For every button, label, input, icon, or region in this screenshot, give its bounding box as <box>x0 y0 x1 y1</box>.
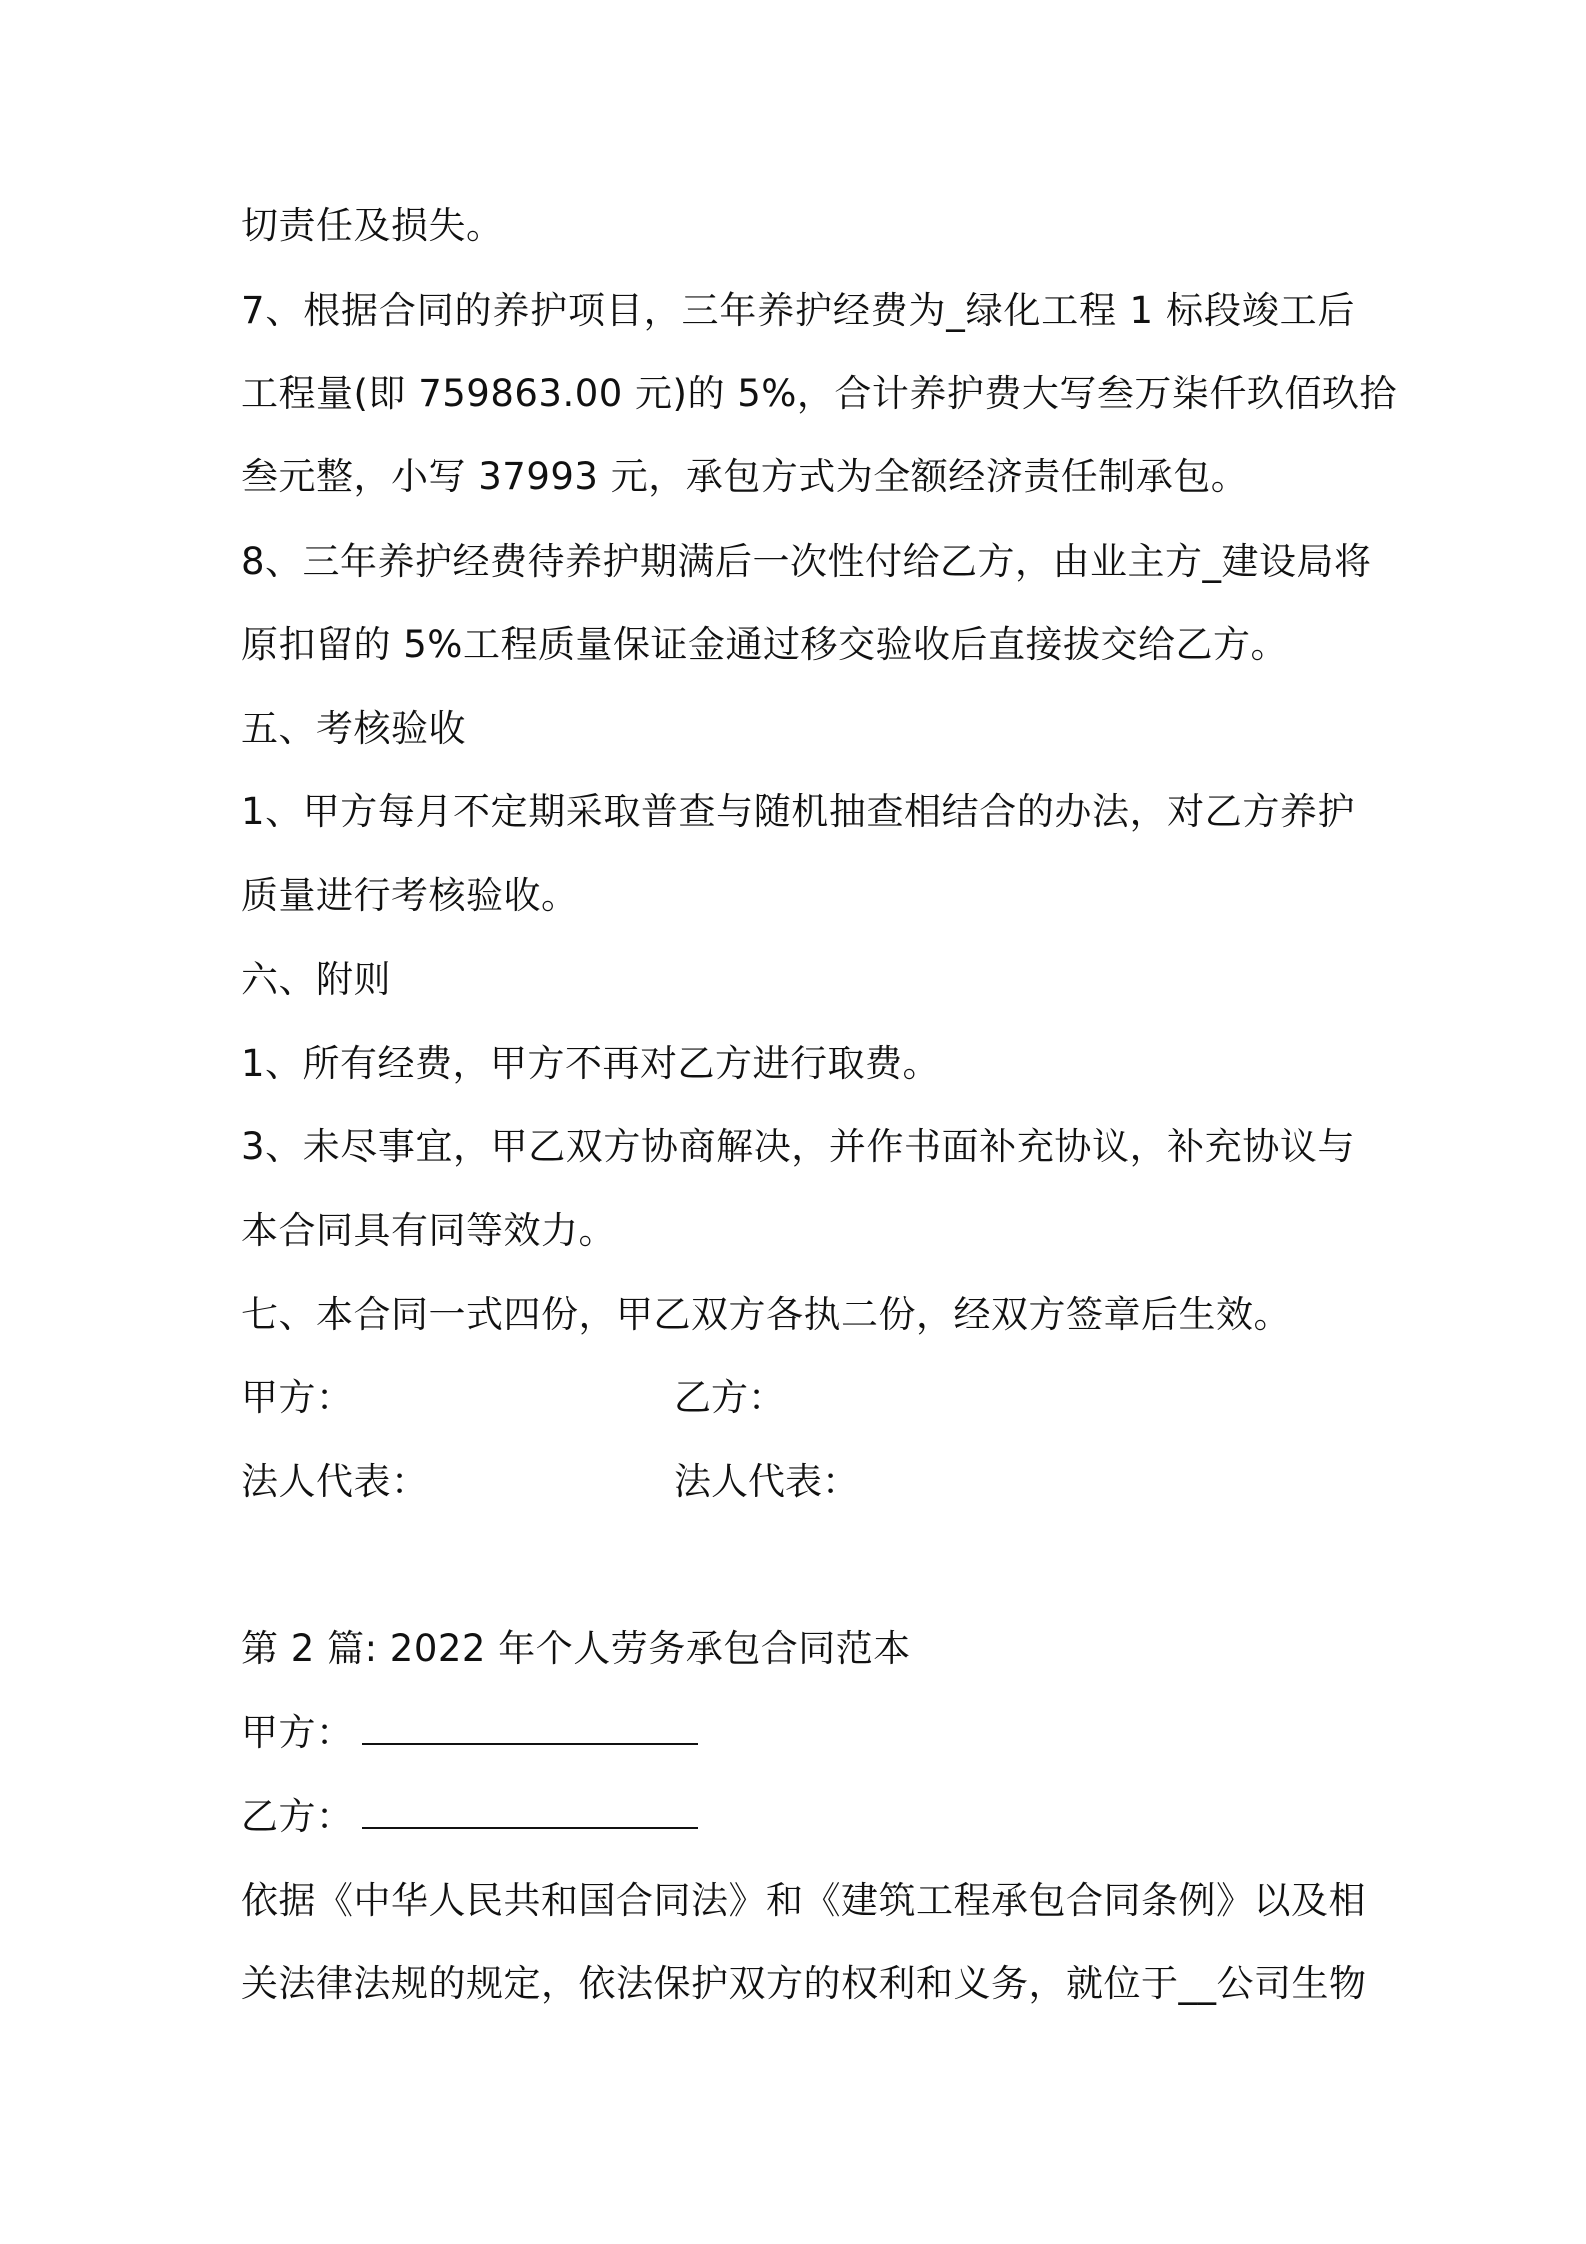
section-heading: 六、附则 <box>241 958 391 1001</box>
text-line: 原扣留的 5%工程质量保证金通过移交验收后直接拔交给乙方。 <box>241 623 1288 666</box>
second-party-a-line <box>241 1709 698 1757</box>
text-line: 7、根据合同的养护项目，三年养护经费为_绿化工程 1 标段竣工后 <box>241 289 1355 332</box>
text-line: 质量进行考核验收。 <box>241 874 579 917</box>
party-a-blank <box>362 1709 698 1745</box>
text-line: 1、所有经费，甲方不再对乙方进行取费。 <box>241 1042 941 1085</box>
text-line: 本合同具有同等效力。 <box>241 1209 616 1252</box>
party-a-label: 甲方： <box>241 1376 354 1419</box>
text-line: 8、三年养护经费待养护期满后一次性付给乙方，由业主方_建设局将 <box>241 540 1372 583</box>
text-line: 叁元整，小写 37993 元，承包方式为全额经济责任制承包。 <box>241 455 1249 498</box>
legal-rep-b-label: 法人代表： <box>674 1460 859 1503</box>
second-party-b-label: 乙方： <box>241 1795 354 1838</box>
text-line: 1、甲方每月不定期采取普查与随机抽查相结合的办法，对乙方养护 <box>241 790 1355 833</box>
section-heading: 五、考核验收 <box>241 707 466 750</box>
second-party-a-label: 甲方： <box>241 1711 354 1754</box>
text-line: 3、未尽事宜，甲乙双方协商解决，并作书面补充协议，补充协议与 <box>241 1125 1355 1168</box>
second-contract-title: 第 2 篇: 2022 年个人劳务承包合同范本 <box>241 1627 911 1670</box>
second-party-b-line <box>241 1793 698 1841</box>
party-b-blank <box>362 1793 698 1829</box>
text-line: 切责任及损失。 <box>241 204 504 247</box>
text-line: 七、本合同一式四份，甲乙双方各执二份，经双方签章后生效。 <box>241 1293 1291 1336</box>
party-b-label: 乙方： <box>674 1376 785 1419</box>
text-line: 依据《中华人民共和国合同法》和《建筑工程承包合同条例》以及相 <box>241 1879 1366 1922</box>
text-line: 关法律法规的规定，依法保护双方的权利和义务，就位于__公司生物 <box>241 1962 1367 2005</box>
legal-rep-a-label: 法人代表： <box>241 1460 429 1503</box>
text-line: 工程量(即 759863.00 元)的 5%，合计养护费大写叁万柒仟玖佰玖拾 <box>241 372 1397 415</box>
